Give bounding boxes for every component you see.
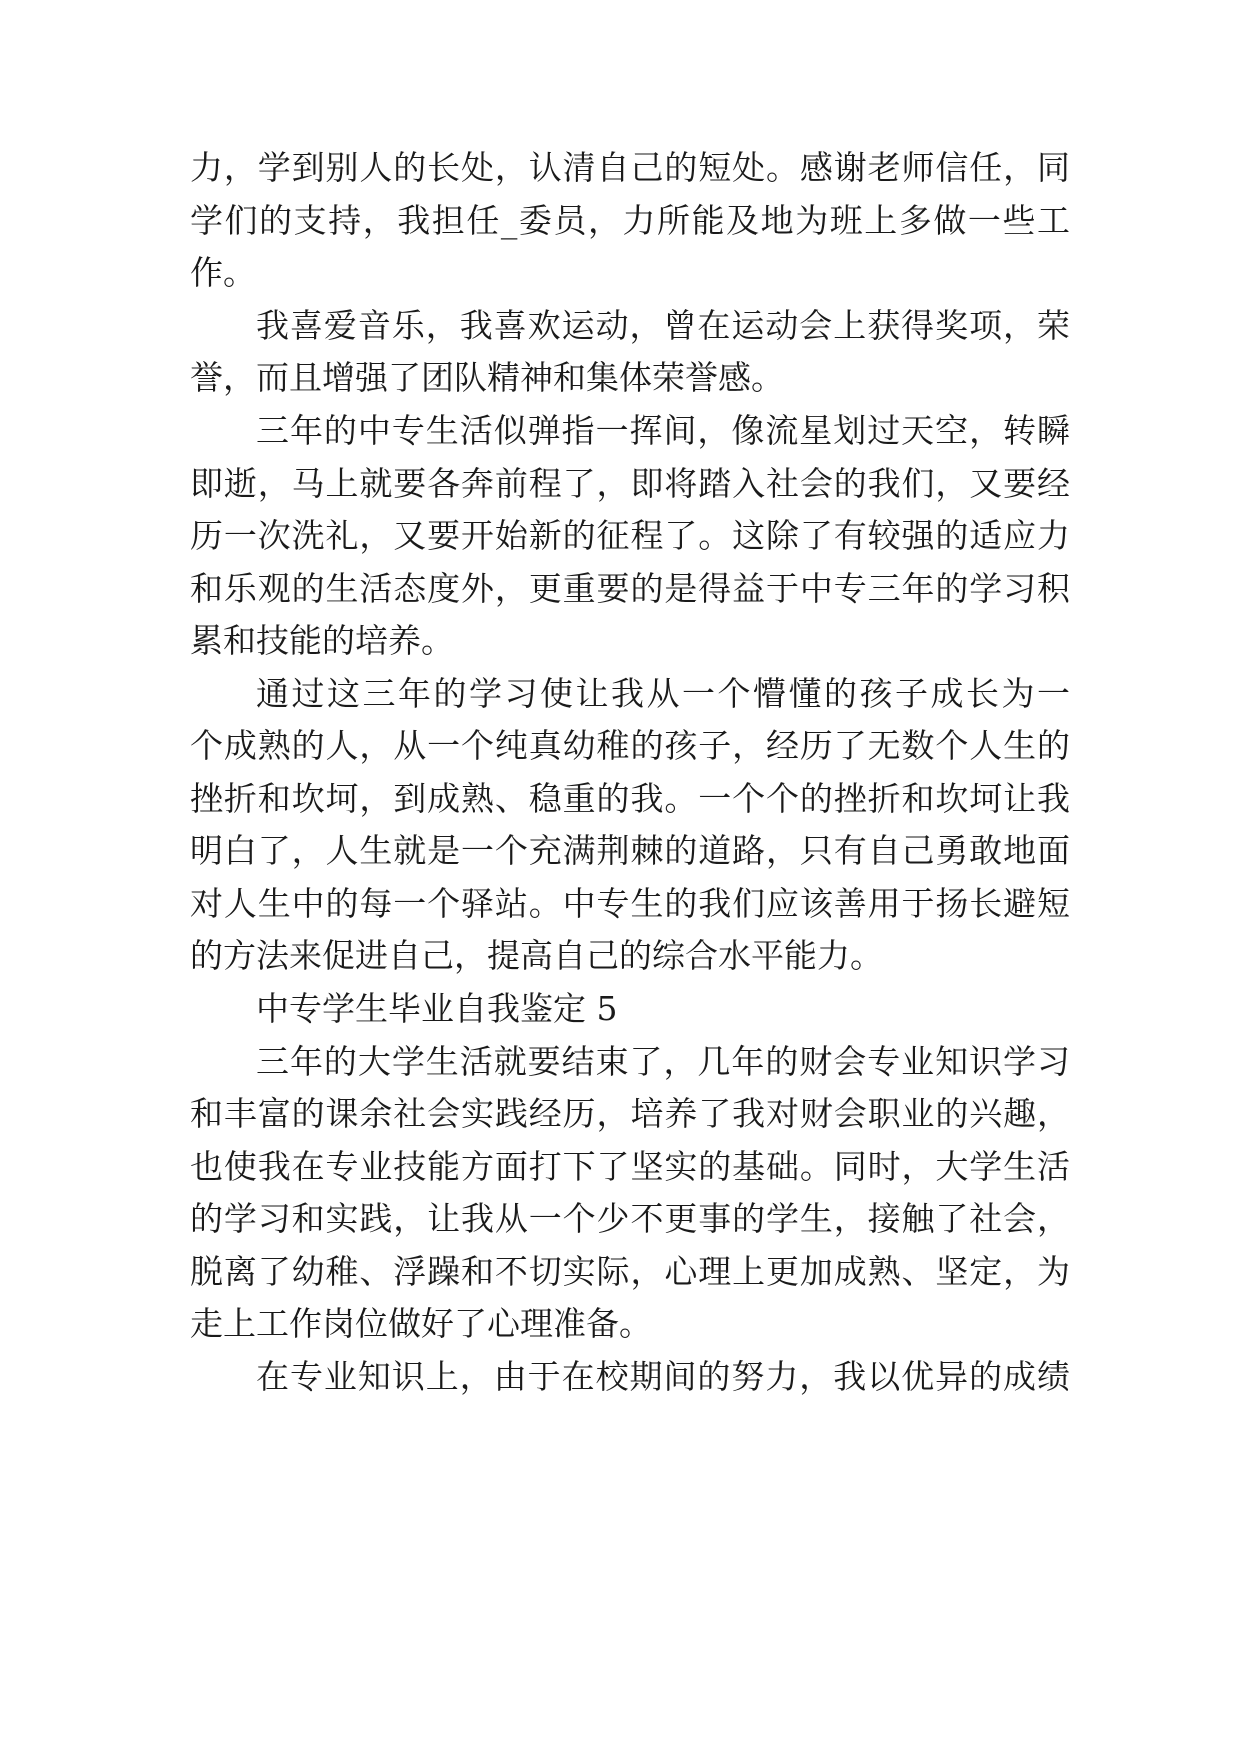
- paragraph-4-line-2: 个成熟的人，从一个纯真幼稚的孩子，经历了无数个人生的: [190, 726, 1070, 765]
- paragraph-3-line-1: 三年的中专生活似弹指一挥间，像流星划过天空，转瞬: [256, 411, 1070, 450]
- paragraph-5-line-3: 也使我在专业技能方面打下了坚实的基础。同时，大学生活: [190, 1147, 1070, 1186]
- paragraph-4-line-3: 挫折和坎坷，到成熟、稳重的我。一个个的挫折和坎坷让我: [190, 779, 1070, 818]
- paragraph-5-line-4: 的学习和实践，让我从一个少不更事的学生，接触了社会，: [190, 1199, 1070, 1238]
- section-heading: 中专学生毕业自我鉴定 5: [256, 989, 618, 1028]
- paragraph-3-line-2: 即逝，马上就要各奔前程了，即将踏入社会的我们，又要经: [190, 464, 1070, 503]
- paragraph-2-line-1: 我喜爱音乐，我喜欢运动，曾在运动会上获得奖项，荣: [256, 306, 1070, 345]
- paragraph-4-line-6: 的方法来促进自己，提高自己的综合水平能力。: [190, 936, 883, 975]
- paragraph-4-line-5: 对人生中的每一个驿站。中专生的我们应该善用于扬长避短: [190, 884, 1070, 923]
- paragraph-5-line-2: 和丰富的课余社会实践经历，培养了我对财会职业的兴趣，: [190, 1094, 1070, 1133]
- paragraph-1-line-1: 力，学到别人的长处，认清自己的短处。感谢老师信任，同: [190, 148, 1070, 187]
- paragraph-3-line-3: 历一次洗礼，又要开始新的征程了。这除了有较强的适应力: [190, 516, 1070, 555]
- paragraph-6-line-1: 在专业知识上，由于在校期间的努力，我以优异的成绩: [256, 1357, 1070, 1396]
- paragraph-3-line-4: 和乐观的生活态度外，更重要的是得益于中专三年的学习积: [190, 569, 1070, 608]
- paragraph-1-line-3: 作。: [190, 253, 256, 292]
- paragraph-3-line-5: 累和技能的培养。: [190, 621, 454, 660]
- paragraph-4-line-4: 明白了，人生就是一个充满荆棘的道路，只有自己勇敢地面: [190, 831, 1070, 870]
- paragraph-5-line-1: 三年的大学生活就要结束了，几年的财会专业知识学习: [256, 1042, 1070, 1081]
- paragraph-2-line-2: 誉，而且增强了团队精神和集体荣誉感。: [190, 358, 784, 397]
- paragraph-5-line-5: 脱离了幼稚、浮躁和不切实际，心理上更加成熟、坚定，为: [190, 1252, 1070, 1291]
- paragraph-1-line-2: 学们的支持，我担任_委员，力所能及地为班上多做一些工: [190, 201, 1070, 240]
- paragraph-5-line-6: 走上工作岗位做好了心理准备。: [190, 1304, 652, 1343]
- paragraph-4-line-1: 通过这三年的学习使让我从一个懵懂的孩子成长为一: [256, 674, 1070, 713]
